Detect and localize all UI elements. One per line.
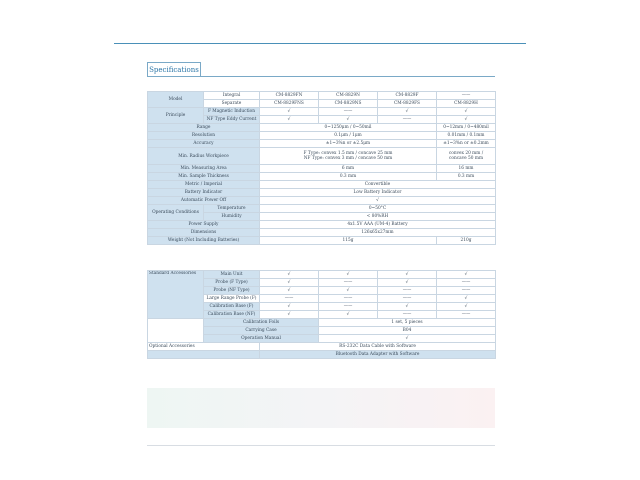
value-cell: √ — [378, 108, 437, 116]
nf-eddy-label: NF Type Eddy Current — [204, 116, 260, 124]
carrying-case-label: Carrying Case — [204, 327, 319, 335]
model-cell: —— — [437, 92, 496, 100]
table-row — [148, 181, 496, 189]
value-cell: ±1~3%n or ±0.2mm — [437, 140, 496, 148]
value-cell: √ — [260, 197, 496, 205]
table-row — [148, 140, 496, 148]
optional-accessories-label: Optional Accessories — [148, 343, 260, 351]
standard-accessories-label: Standard Accessories — [148, 271, 204, 319]
table-row — [148, 327, 496, 335]
value-cell: √ — [260, 116, 319, 124]
range-label: Range — [148, 124, 260, 132]
separate-label: Separate — [204, 100, 260, 108]
table-row — [148, 221, 496, 229]
spacer-cell — [148, 335, 204, 343]
spacer-cell — [148, 319, 204, 327]
value-cell: √ — [319, 271, 378, 279]
table-row — [148, 92, 496, 100]
value-cell: < 80%RH — [260, 213, 496, 221]
value-cell: √ — [319, 335, 496, 343]
value-cell: √ — [378, 303, 437, 311]
model-cell: CM-8829FN — [260, 92, 319, 100]
table-row — [148, 229, 496, 237]
table-row — [148, 173, 496, 181]
accessory-name: Calibration Base (NF) — [204, 311, 260, 319]
model-cell: CM-8829N — [319, 92, 378, 100]
table-row — [148, 165, 496, 173]
spacer-cell — [148, 351, 260, 359]
model-cell: CM-8829H — [437, 100, 496, 108]
value-cell: —— — [319, 279, 378, 287]
value-cell: √ — [437, 271, 496, 279]
value-cell: √ — [378, 279, 437, 287]
value-cell: √ — [260, 279, 319, 287]
value-cell: RS-232C Data Cable with Software — [260, 343, 496, 351]
value-cell: √ — [378, 271, 437, 279]
accessory-name: Calibration Base (F) — [204, 303, 260, 311]
value-cell: √ — [437, 295, 496, 303]
tab-underline — [147, 76, 495, 77]
value-cell: √ — [437, 116, 496, 124]
radius-f-text: F Type: convex 1.5 mm / concave 25 mm — [303, 151, 393, 156]
model-label: Model — [148, 92, 204, 108]
table-row — [148, 351, 496, 359]
table-row — [148, 189, 496, 197]
specifications-table — [147, 91, 496, 245]
min-radius-label: Min. Radius Workpiece — [148, 148, 260, 165]
value-cell: 4x1.5V AAA (UM-4) Battery — [260, 221, 496, 229]
f-magnetic-label: F Magnetic Induction — [204, 108, 260, 116]
min-area-label: Min. Measuring Area — [148, 165, 260, 173]
value-cell: Bluetooth Data Adapter with Software — [260, 351, 496, 359]
table-row — [148, 335, 496, 343]
table-row — [148, 205, 496, 213]
value-cell: 0~50°C — [260, 205, 496, 213]
table-row — [148, 197, 496, 205]
value-cell: —— — [437, 311, 496, 319]
accessory-name: Large Range Probe (F) — [204, 295, 260, 303]
power-supply-label: Power Supply — [148, 221, 260, 229]
radius-h-text: concave 50 mm — [448, 156, 484, 161]
accuracy-label: Accuracy — [148, 140, 260, 148]
value-cell: 6 mm — [260, 165, 437, 173]
value-cell: 0.3 mm — [260, 173, 437, 181]
value-cell: 0.3 mm — [437, 173, 496, 181]
model-cell: CM-8829F — [378, 92, 437, 100]
auto-power-off-label: Automatic Power Off — [148, 197, 260, 205]
value-cell: —— — [319, 108, 378, 116]
value-cell: √ — [260, 303, 319, 311]
value-cell: Convertible — [260, 181, 496, 189]
value-cell: 0.1μm / 1μm — [260, 132, 437, 140]
model-cell: CM-8829NS — [319, 100, 378, 108]
bottom-divider — [147, 445, 495, 446]
value-cell: √ — [260, 108, 319, 116]
value-cell: ±1~3%n or ±2.5μm — [260, 140, 437, 148]
value-cell: √ — [319, 287, 378, 295]
value-cell: √ — [319, 311, 378, 319]
value-cell: —— — [437, 279, 496, 287]
value-cell: 0.01mm / 0.1mm — [437, 132, 496, 140]
table-row — [148, 271, 496, 279]
value-cell: 210g — [437, 237, 496, 245]
gradient-banner — [147, 388, 495, 428]
value-cell: —— — [437, 287, 496, 295]
value-cell: —— — [319, 303, 378, 311]
table-row — [148, 108, 496, 116]
value-cell: —— — [319, 295, 378, 303]
value-cell: 1 set, 5 pieces — [319, 319, 496, 327]
value-cell: √ — [437, 303, 496, 311]
value-cell: —— — [378, 311, 437, 319]
value-cell: 0~1250μm / 0~50mil — [260, 124, 437, 132]
battery-indicator-label: Battery Indicator — [148, 189, 260, 197]
value-cell: √ — [437, 108, 496, 116]
radius-h-text: convex 20 mm / — [448, 151, 484, 156]
value-cell: 16 mm — [437, 165, 496, 173]
value-cell: Low Battery Indicator — [260, 189, 496, 197]
table-row — [148, 132, 496, 140]
table-row — [148, 343, 496, 351]
value-cell: √ — [260, 287, 319, 295]
value-cell: 0~12mm / 0~480mil — [437, 124, 496, 132]
value-cell — [437, 148, 496, 165]
dimensions-label: Dimensions — [148, 229, 260, 237]
value-cell: —— — [378, 287, 437, 295]
table-row — [148, 148, 496, 165]
value-cell: √ — [260, 311, 319, 319]
top-divider — [114, 43, 526, 44]
weight-label: Weight (Not Including Batteries) — [148, 237, 260, 245]
value-cell — [260, 148, 437, 165]
metric-imperial-label: Metric / Imperial — [148, 181, 260, 189]
operation-manual-label: Operation Manual — [204, 335, 319, 343]
accessories-table — [147, 270, 496, 359]
resolution-label: Resolution — [148, 132, 260, 140]
model-cell: CM-8829FNS — [260, 100, 319, 108]
value-cell: √ — [319, 116, 378, 124]
table-row — [148, 237, 496, 245]
calibration-foils-label: Calibration Foils — [204, 319, 319, 327]
specifications-tab[interactable]: Specifications — [147, 62, 201, 77]
table-row — [148, 124, 496, 132]
accessory-name: Main Unit — [204, 271, 260, 279]
accessory-name: Probe (NF Type) — [204, 287, 260, 295]
integral-label: Integral — [204, 92, 260, 100]
value-cell: —— — [260, 295, 319, 303]
temperature-label: Temperature — [204, 205, 260, 213]
value-cell: 126x65x27mm — [260, 229, 496, 237]
model-cell: CM-8829FS — [378, 100, 437, 108]
spacer-cell — [148, 327, 204, 335]
radius-nf-text: NF Type: convex 3 mm / concave 50 mm — [303, 156, 393, 161]
operating-conditions-label: Operating Conditions — [148, 205, 204, 221]
principle-label: Principle — [148, 108, 204, 124]
min-thickness-label: Min. Sample Thickness — [148, 173, 260, 181]
accessory-name: Probe (F Type) — [204, 279, 260, 287]
value-cell: —— — [378, 116, 437, 124]
table-row — [148, 319, 496, 327]
value-cell: √ — [260, 271, 319, 279]
humidity-label: Humidity — [204, 213, 260, 221]
value-cell: B04 — [319, 327, 496, 335]
value-cell: —— — [378, 295, 437, 303]
value-cell: 115g — [260, 237, 437, 245]
